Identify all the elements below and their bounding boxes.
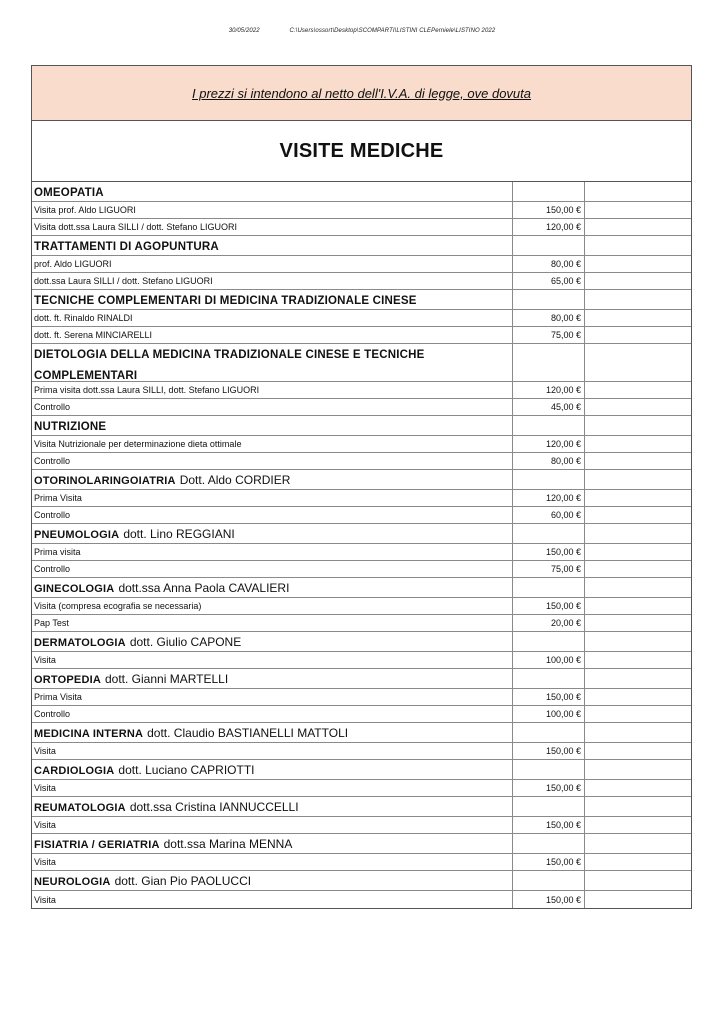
service-label: dott.ssa Laura SILLI / dott. Stefano LIGUORI [34,276,213,286]
extra-cell [584,780,691,796]
section-name: DERMATOLOGIA [34,636,126,649]
service-label: Controllo [34,402,71,412]
section-doctor: Dott. Aldo CORDIER [179,472,291,487]
service-label: Prima visita [34,547,81,557]
service-price: 80,00 € [512,310,584,326]
section-doctor: dott. Gian Pio PAOLUCCI [114,873,252,888]
table-row [32,382,691,399]
service-price: 60,00 € [512,507,584,523]
extra-cell [584,652,691,668]
extra-cell [584,561,691,577]
service-price: 100,00 € [512,652,584,668]
section-name: NUTRIZIONE [34,420,107,433]
table-row [32,327,691,344]
extra-cell [584,344,691,381]
service-label: Visita [34,655,56,665]
service-price: 150,00 € [512,891,584,908]
extra-cell [584,689,691,705]
extra-cell [584,760,691,779]
section-doctor: dott. Luciano CAPRIOTTI [118,762,255,777]
table-row [32,780,691,797]
extra-cell [584,578,691,597]
price-cell-empty [512,797,584,816]
service-label: Visita (compresa ecografia se necessaria) [34,601,202,611]
extra-cell [584,327,691,343]
table-row [32,202,691,219]
section-row [32,871,691,891]
section-row [32,236,691,256]
service-price: 150,00 € [512,544,584,560]
section-heading [32,578,512,597]
service-price: 120,00 € [512,490,584,506]
section-doctor: dott.ssa Cristina IANNUCCELLI [129,799,299,814]
table-row [32,544,691,561]
print-file-path: C:\Users\ossort\Desktop\SCOMPARTI\LISTINI CLEPerniele\LISTINO 2022 [289,28,496,34]
section-row [32,470,691,490]
section-heading [32,797,512,816]
price-cell-empty [512,290,584,309]
section-row [32,290,691,310]
service-price: 150,00 € [512,743,584,759]
section-heading [32,416,512,435]
table-row [32,652,691,669]
section-row [32,344,691,382]
extra-cell [584,236,691,255]
print-header [0,28,724,34]
extra-cell [584,310,691,326]
section-row [32,760,691,780]
print-date: 30/05/2022 [228,28,260,34]
table-row [32,854,691,871]
extra-cell [584,382,691,398]
service-price: 100,00 € [512,706,584,722]
service-price: 120,00 € [512,436,584,452]
table-row [32,436,691,453]
extra-cell [584,669,691,688]
service-price: 150,00 € [512,854,584,870]
extra-cell [584,891,691,908]
service-price: 65,00 € [512,273,584,289]
section-name: CARDIOLOGIA [34,764,115,777]
section-name: MEDICINA INTERNA [34,727,144,740]
price-cell-empty [512,871,584,890]
extra-cell [584,202,691,218]
price-cell-empty [512,344,584,381]
section-row [32,578,691,598]
section-heading [32,524,512,543]
service-label: Controllo [34,564,71,574]
extra-cell [584,723,691,742]
section-heading [32,834,512,853]
table-row [32,453,691,470]
section-doctor: dott.ssa Marina MENNA [163,836,293,851]
section-doctor: dott. Gianni MARTELLI [105,671,229,686]
extra-cell [584,544,691,560]
page-title: VISITE MEDICHE [32,121,691,182]
service-label: prof. Aldo LIGUORI [34,259,112,269]
service-price: 150,00 € [512,202,584,218]
service-price: 45,00 € [512,399,584,415]
extra-cell [584,219,691,235]
section-name: FISIATRIA / GERIATRIA [34,838,160,851]
service-label: Controllo [34,456,71,466]
service-label: Visita [34,820,56,830]
table-row [32,490,691,507]
section-doctor: dott. Lino REGGIANI [123,526,235,541]
extra-cell [584,453,691,469]
section-heading [32,470,512,489]
extra-cell [584,797,691,816]
service-price: 75,00 € [512,561,584,577]
section-heading [32,669,512,688]
section-heading [32,723,512,742]
service-label: Visita [34,857,56,867]
extra-cell [584,615,691,631]
extra-cell [584,436,691,452]
section-name: OMEOPATIA [34,186,104,199]
price-cell-empty [512,760,584,779]
extra-cell [584,507,691,523]
section-heading [32,182,512,201]
table-row [32,598,691,615]
table-row [32,507,691,524]
table-row [32,273,691,290]
table-row [32,256,691,273]
service-label: Controllo [34,510,71,520]
section-row [32,182,691,202]
service-price: 150,00 € [512,689,584,705]
extra-cell [584,256,691,272]
service-label: Controllo [34,709,71,719]
price-cell-empty [512,524,584,543]
service-label: Visita prof. Aldo LIGUORI [34,205,136,215]
service-label: Visita Nutrizionale per determinazione dieta ottimale [34,439,242,449]
service-price: 80,00 € [512,256,584,272]
extra-cell [584,854,691,870]
service-label: Visita [34,894,56,905]
service-price: 120,00 € [512,219,584,235]
service-price: 150,00 € [512,780,584,796]
table-row [32,615,691,632]
section-name: REUMATOLOGIA [34,801,126,814]
price-cell-empty [512,723,584,742]
section-heading [32,760,512,779]
table-row [32,561,691,578]
table-row [32,399,691,416]
service-label: Prima Visita [34,493,82,503]
service-price: 75,00 € [512,327,584,343]
service-price: 120,00 € [512,382,584,398]
section-name: TRATTAMENTI DI AGOPUNTURA [34,240,219,253]
section-row [32,723,691,743]
table-row [32,706,691,723]
section-name: GINECOLOGIA [34,582,115,595]
section-heading [32,871,512,890]
service-label: dott. ft. Serena MINCIARELLI [34,330,153,340]
service-label: Prima Visita [34,692,82,702]
extra-cell [584,706,691,722]
extra-cell [584,598,691,614]
price-cell-empty [512,470,584,489]
extra-cell [584,490,691,506]
section-name: NEUROLOGIA [34,875,111,888]
extra-cell [584,182,691,201]
section-name: DIETOLOGIA DELLA MEDICINA TRADIZIONALE CINESE E TECNICHE COMPLEMENTARI [34,349,425,381]
section-heading [32,290,512,309]
price-cell-empty [512,632,584,651]
extra-cell [584,416,691,435]
price-table [32,182,691,908]
section-row [32,669,691,689]
price-cell-empty [512,236,584,255]
section-doctor: dott.ssa Anna Paola CAVALIERI [118,580,290,595]
extra-cell [584,632,691,651]
vat-notice: I prezzi si intendono al netto dell'I.V.A. di legge, ove dovuta [32,66,691,121]
service-label: Visita dott.ssa Laura SILLI / dott. Stefano LIGUORI [34,222,237,232]
extra-cell [584,524,691,543]
section-doctor: dott. Claudio BASTIANELLI MATTOLI [147,725,349,740]
extra-cell [584,470,691,489]
service-price: 80,00 € [512,453,584,469]
extra-cell [584,743,691,759]
service-price: 150,00 € [512,817,584,833]
section-row [32,632,691,652]
service-label: Visita [34,783,56,793]
table-row [32,891,691,908]
service-price: 20,00 € [512,615,584,631]
extra-cell [584,273,691,289]
extra-cell [584,871,691,890]
section-row [32,524,691,544]
price-cell-empty [512,669,584,688]
section-row [32,416,691,436]
section-name: OTORINOLARINGOIATRIA [34,474,176,487]
section-name: PNEUMOLOGIA [34,528,120,541]
service-label: dott. ft. Rinaldo RINALDI [34,313,133,323]
extra-cell [584,399,691,415]
price-cell-empty [512,182,584,201]
table-row [32,817,691,834]
service-label: Prima visita dott.ssa Laura SILLI, dott. Stefano LIGUORI [34,385,260,395]
extra-cell [584,817,691,833]
section-heading [32,236,512,255]
price-cell-empty [512,416,584,435]
service-label: Pap Test [34,618,69,628]
price-cell-empty [512,834,584,853]
section-row [32,834,691,854]
section-heading [32,632,512,651]
section-heading [32,344,512,381]
table-row [32,689,691,706]
section-name: TECNICHE COMPLEMENTARI DI MEDICINA TRADIZIONALE CINESE [34,294,417,307]
section-doctor: dott. Giulio CAPONE [129,634,242,649]
price-list-sheet [31,65,692,909]
table-row [32,219,691,236]
table-row [32,310,691,327]
service-label: Visita [34,746,56,756]
service-price: 150,00 € [512,598,584,614]
section-row [32,797,691,817]
table-row [32,743,691,760]
price-cell-empty [512,578,584,597]
extra-cell [584,834,691,853]
section-name: ORTOPEDIA [34,673,101,686]
extra-cell [584,290,691,309]
